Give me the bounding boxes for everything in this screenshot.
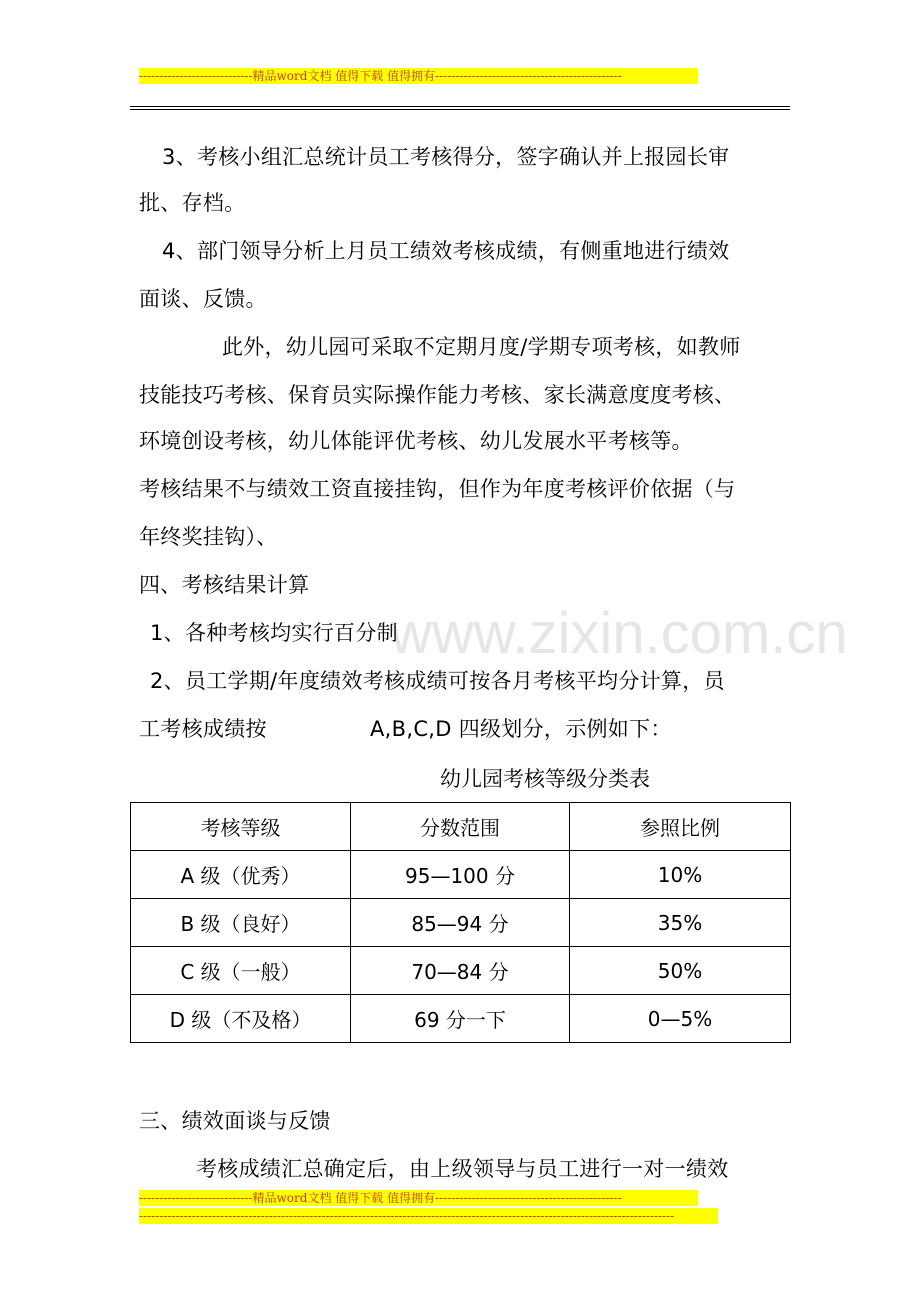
paragraph-line: 1、各种考核均实行百分制 [150, 621, 398, 645]
table-cell: 70—84 分 [351, 947, 570, 995]
table-row [131, 947, 791, 995]
footer-banner: ----------------------------精品word文档 值得下载 值得拥有---------------------------------------------- [139, 1190, 698, 1206]
paragraph-line: 2、员工学期/年度绩效考核成绩可按各月考核平均分计算，员 [150, 669, 725, 693]
table-row [131, 899, 791, 947]
paragraph-line: 此外，幼儿园可采取不定期月度/学期专项考核，如教师 [222, 335, 741, 359]
paragraph-line: 4、部门领导分析上月员工绩效考核成绩，有侧重地进行绩效 [162, 239, 730, 263]
paragraph-line: A,B,C,D 四级划分，示例如下： [370, 717, 672, 741]
table-cell: D 级（不及格） [131, 995, 351, 1043]
table-header-cell: 考核等级 [131, 803, 351, 851]
table-header-cell: 参照比例 [570, 803, 791, 851]
paragraph-line: 工考核成绩按 [139, 717, 267, 741]
table-caption: 幼儿园考核等级分类表 [440, 767, 650, 791]
table-cell: 50% [570, 947, 791, 995]
header-rule-top [130, 106, 790, 107]
table-cell: 0—5% [570, 995, 791, 1043]
header-banner: ----------------------------精品word文档 值得下载 值得拥有---------------------------------------------- [139, 68, 698, 84]
table-cell: A 级（优秀） [131, 851, 351, 899]
grade-table [130, 802, 791, 1043]
paragraph-line: 批、存档。 [139, 191, 246, 215]
table-header-cell: 分数范围 [351, 803, 570, 851]
section-heading: 三、绩效面谈与反馈 [139, 1109, 331, 1133]
paragraph-line: 考核成绩汇总确定后，由上级领导与员工进行一对一绩效 [196, 1157, 729, 1181]
table-row [131, 995, 791, 1043]
table-cell: B 级（良好） [131, 899, 351, 947]
table-cell: C 级（一般） [131, 947, 351, 995]
table-row [131, 851, 791, 899]
table-cell: 95—100 分 [351, 851, 570, 899]
paragraph-line: 环境创设考核，幼儿体能评优考核、幼儿发展水平考核等。 [139, 429, 693, 453]
paragraph-line: 年终奖挂钩）、 [139, 525, 278, 549]
table-cell: 35% [570, 899, 791, 947]
paragraph-line: 3、考核小组汇总统计员工考核得分，签字确认并上报园长审 [162, 145, 730, 169]
header-rule-bottom [130, 109, 790, 110]
footer-dash-line: ------------------------------------------------------------------------------------------------------------------------------------ [139, 1208, 718, 1224]
paragraph-line: 技能技巧考核、保育员实际操作能力考核、家长满意度度考核、 [139, 383, 736, 407]
paragraph-line: 考核结果不与绩效工资直接挂钩，但作为年度考核评价依据（与 [139, 477, 736, 501]
paragraph-line: 面谈、反馈。 [139, 287, 267, 311]
section-heading: 四、考核结果计算 [139, 573, 310, 597]
watermark: www.zixin.com.cn [390, 601, 848, 666]
table-cell: 85—94 分 [351, 899, 570, 947]
table-header-row [131, 803, 791, 851]
table-cell: 10% [570, 851, 791, 899]
table-cell: 69 分一下 [351, 995, 570, 1043]
